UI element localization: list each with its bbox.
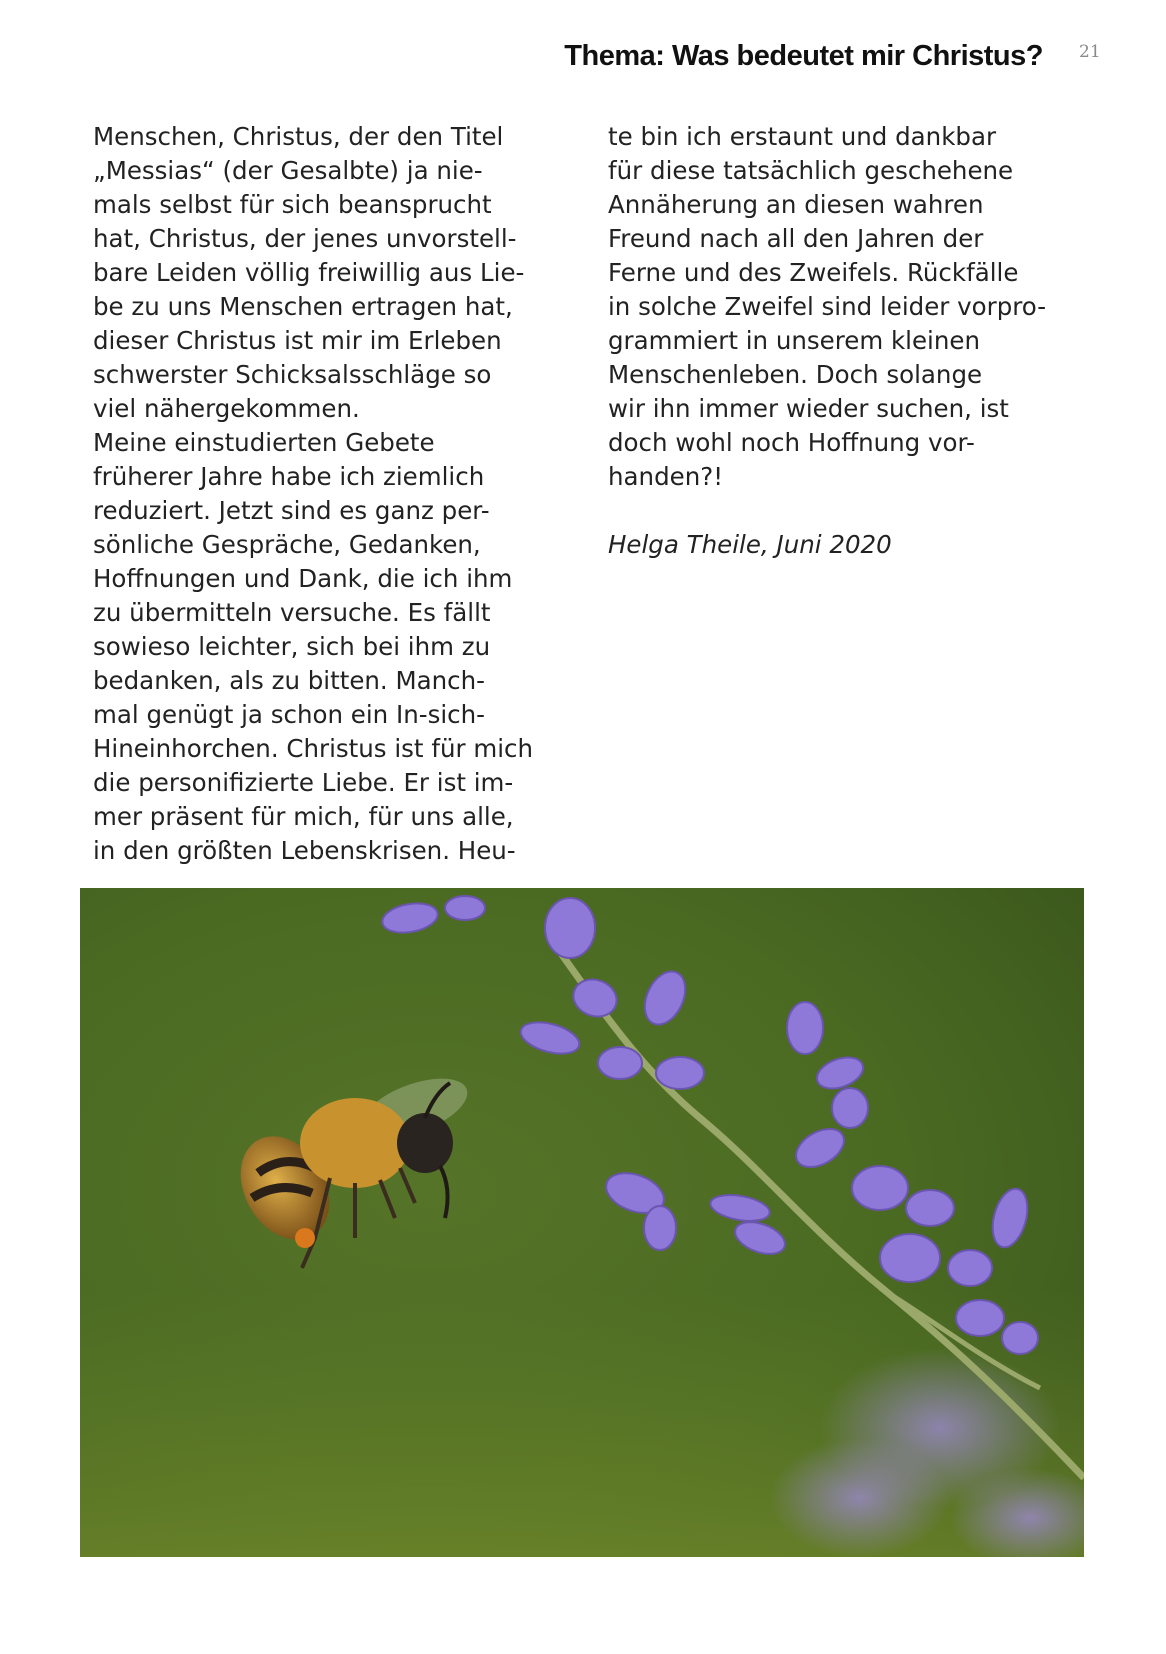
text-line: hat, Christus, der jenes unvorstell- [93,224,517,253]
photo-illustration [80,888,1084,1557]
text-line: Hineinhorchen. Christus ist für mich [93,734,534,763]
text-line: mals selbst für sich beansprucht [93,190,492,219]
text-line: Freund nach all den Jahren der [608,224,984,253]
text-line: te bin ich erstaunt und dankbar [608,122,997,151]
text-line: wir ihn immer wieder suchen, ist [608,394,1009,423]
text-line: mer präsent für mich, für uns alle, [93,802,514,831]
text-line: in den größten Lebenskrisen. Heu- [93,836,516,865]
text-line: be zu uns Menschen ertragen hat, [93,292,513,321]
text-line: bedanken, als zu bitten. Manch- [93,666,486,695]
text-line: in solche Zweifel sind leider vorpro- [608,292,1047,321]
bee-pollen [295,1228,315,1248]
text-line: dieser Christus ist mir im Erleben [93,326,502,355]
bee-head [397,1113,453,1173]
text-line: Menschen, Christus, der den Titel [93,122,504,151]
text-line: die personifizierte Liebe. Er ist im- [93,768,514,797]
text-line: doch wohl noch Hoffnung vor- [608,428,975,457]
page-number: 21 [1079,42,1101,62]
text-line: bare Leiden völlig freiwillig aus Lie- [93,258,525,287]
bee-thorax [300,1098,410,1188]
text-line: mal genügt ja schon ein In-sich- [93,700,485,729]
text-line: Hoffnungen und Dank, die ich ihm [93,564,513,593]
article-right-column [608,120,1088,562]
text-line: sönliche Gespräche, Gedanken, [93,530,481,559]
page-title: Thema: Was bedeutet mir Christus? [564,40,1043,72]
text-line: handen?! [608,462,724,491]
text-line: schwerster Schicksalsschläge so [93,360,492,389]
text-line: früherer Jahre habe ich ziemlich [93,462,485,491]
text-line: Menschenleben. Doch solange [608,360,983,389]
text-line: für diese tatsächlich geschehene [608,156,1014,185]
text-line: „Messias“ (der Gesalbte) ja nie- [93,156,483,185]
text-line: reduziert. Jetzt sind es ganz per- [93,496,490,525]
article-left-column [93,120,573,868]
author-signature: Helga Theile, Juni 2020 [608,530,892,559]
bee-lavender-photo [80,888,1084,1557]
text-line: Annäherung an diesen wahren [608,190,984,219]
text-line: sowieso leichter, sich bei ihm zu [93,632,491,661]
text-line: viel nähergekommen. [93,394,360,423]
blurred-blossom [770,1438,950,1557]
text-line: grammiert in unserem kleinen [608,326,980,355]
text-line: Ferne und des Zweifels. Rückfälle [608,258,1019,287]
text-line: zu übermitteln versuche. Es fällt [93,598,491,627]
text-line: Meine einstudierten Gebete [93,428,435,457]
